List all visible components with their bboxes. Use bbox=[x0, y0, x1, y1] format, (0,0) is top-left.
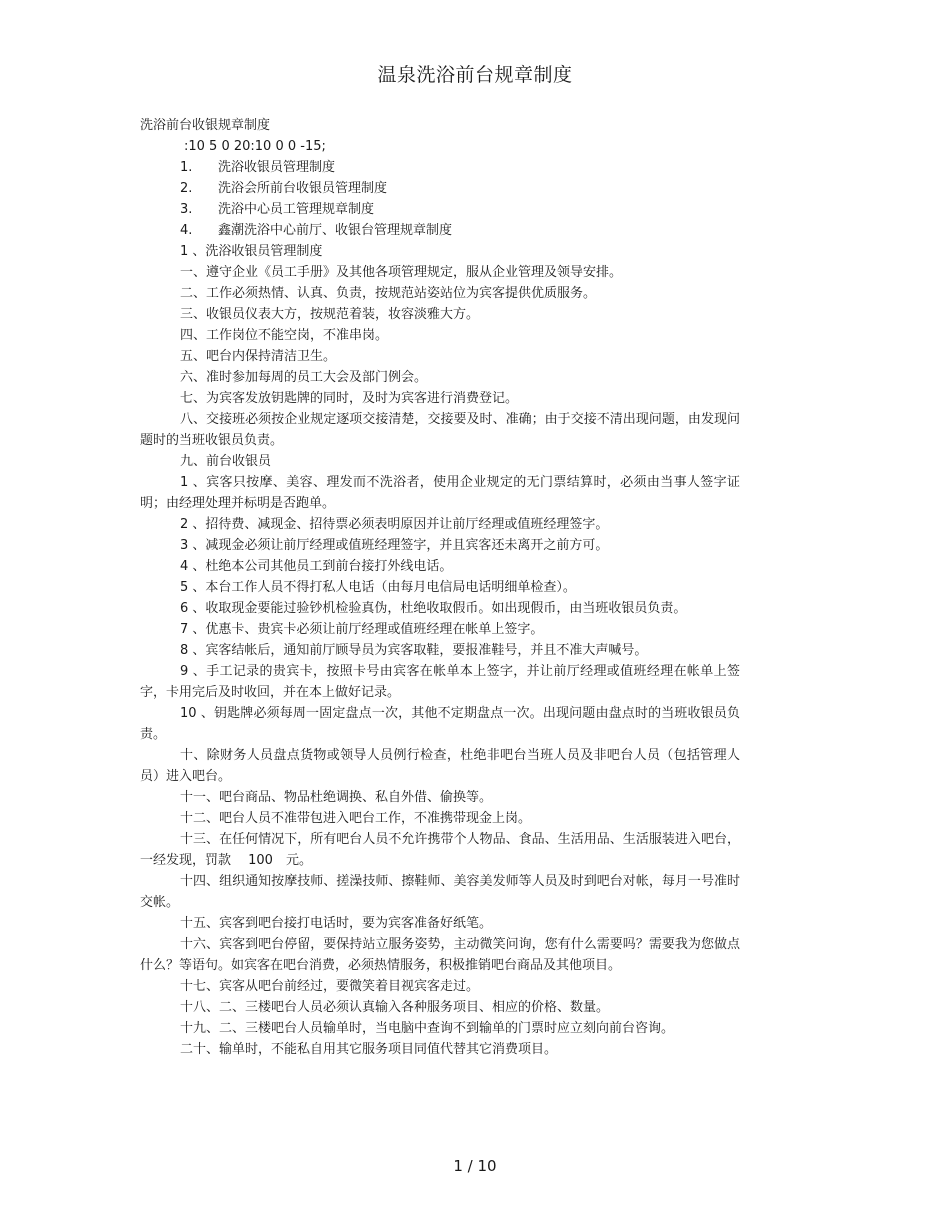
rule-paragraph: 四、工作岗位不能空岗，不准串岗。 bbox=[180, 328, 389, 343]
toc-item bbox=[140, 157, 740, 178]
rule-paragraph: 九、前台收银员 bbox=[180, 454, 272, 469]
rule-paragraph: 十一、吧台商品、物品杜绝调换、私自外借、偷换等。 bbox=[180, 790, 493, 805]
rule-paragraph: 4 、杜绝本公司其他员工到前台接打外线电话。 bbox=[180, 559, 453, 574]
rule-paragraph: 二、工作必须热情、认真、负责，按规范站姿站位为宾客提供优质服务。 bbox=[180, 286, 597, 301]
document-title: 温泉洗浴前台规章制度 bbox=[377, 64, 573, 86]
rule-paragraph: 二十、输单时，不能私自用其它服务项目同值代替其它消费项目。 bbox=[180, 1042, 558, 1057]
rule-paragraph: 十七、宾客从吧台前经过，要微笑着目视宾客走过。 bbox=[180, 979, 480, 994]
toc-text: 鑫潮洗浴中心前厅、收银台管理规章制度 bbox=[218, 223, 453, 238]
rules-list bbox=[140, 262, 740, 1060]
rule-paragraph: 9 、手工记录的贵宾卡，按照卡号由宾客在帐单本上签字，并让前厅经理或值班经理在帐单上签字，卡用完后及时收回，并在本上做好记录。 bbox=[140, 664, 740, 700]
document-body bbox=[140, 115, 740, 1060]
rule-paragraph: 六、准时参加每周的员工大会及部门例会。 bbox=[180, 370, 428, 385]
rule-paragraph: 十四、组织通知按摩技师、搓澡技师、擦鞋师、美容美发师等人员及时到吧台对帐，每月一号准时交帐。 bbox=[140, 874, 740, 910]
rule-paragraph: 十九、二、三楼吧台人员输单时，当电脑中查询不到输单的门票时应立刻向前台咨询。 bbox=[180, 1021, 675, 1036]
table-of-contents bbox=[140, 157, 740, 241]
toc-text: 洗浴中心员工管理规章制度 bbox=[218, 202, 375, 217]
rule-paragraph: 6 、收取现金要能过验钞机检验真伪，杜绝收取假币。如出现假币，由当班收银员负责。 bbox=[180, 601, 687, 616]
rule-paragraph: 三、收银员仪表大方，按规范着装，妆容淡雅大方。 bbox=[180, 307, 480, 322]
toc-item bbox=[140, 178, 740, 199]
toc-number: 1. bbox=[180, 160, 193, 175]
rule-paragraph: 2 、招待费、减现金、招待票必须表明原因并让前厅经理或值班经理签字。 bbox=[180, 517, 609, 532]
rule-paragraph: 十八、二、三楼吧台人员必须认真输入各种服务项目、相应的价格、数量。 bbox=[180, 1000, 610, 1015]
toc-text: 洗浴会所前台收银员管理制度 bbox=[218, 181, 388, 196]
rule-paragraph: 8 、宾客结帐后，通知前厅顾导员为宾客取鞋，要报准鞋号，并且不准大声喊号。 bbox=[180, 643, 648, 658]
document-subtitle: 洗浴前台收银规章制度 bbox=[140, 118, 271, 133]
rule-paragraph: 1 、宾客只按摩、美容、理发而不洗浴者，使用企业规定的无门票结算时，必须由当事人签字证明；由经理处理并标明是否跑单。 bbox=[140, 475, 740, 511]
rule-paragraph: 5 、本台工作人员不得打私人电话（由每月电信局电话明细单检查）。 bbox=[180, 580, 576, 595]
code-line: :10 5 0 20:10 0 0 -15; bbox=[184, 139, 326, 154]
toc-number: 2. bbox=[180, 181, 193, 196]
rule-paragraph: 一、遵守企业《员工手册》及其他各项管理规定，服从企业管理及领导安排。 bbox=[180, 265, 623, 280]
rule-paragraph: 7 、优惠卡、贵宾卡必须让前厅经理或值班经理在帐单上签字。 bbox=[180, 622, 544, 637]
toc-item bbox=[140, 199, 740, 220]
rule-paragraph: 十六、宾客到吧台停留，要保持站立服务姿势，主动微笑问询，您有什么需要吗？需要我为您做点什么？等语句。如宾客在吧台消费，必须热情服务，积极推销吧台商品及其他项目。 bbox=[140, 937, 740, 973]
rule-paragraph: 3 、减现金必须让前厅经理或值班经理签字，并且宾客还未离开之前方可。 bbox=[180, 538, 609, 553]
toc-text: 洗浴收银员管理制度 bbox=[218, 160, 336, 175]
rule-paragraph: 八、交接班必须按企业规定逐项交接清楚，交接要及时、准确；由于交接不清出现问题，由发现问题时的当班收银员负责。 bbox=[140, 412, 740, 448]
rule-paragraph: 十三、在任何情况下，所有吧台人员不允许携带个人物品、食品、生活用品、生活服装进入吧台，一经发现，罚款 100 元。 bbox=[140, 832, 740, 868]
rule-paragraph: 七、为宾客发放钥匙牌的同时，及时为宾客进行消费登记。 bbox=[180, 391, 519, 406]
rule-paragraph: 10 、钥匙牌必须每周一固定盘点一次，其他不定期盘点一次。出现问题由盘点时的当班收银员负责。 bbox=[140, 706, 740, 742]
section-heading: 1 、洗浴收银员管理制度 bbox=[180, 244, 323, 259]
page-number: 1 / 10 bbox=[453, 1157, 497, 1175]
rule-paragraph: 十、除财务人员盘点货物或领导人员例行检查，杜绝非吧台当班人员及非吧台人员（包括管理人员）进入吧台。 bbox=[140, 748, 740, 784]
rule-paragraph: 五、吧台内保持清洁卫生。 bbox=[180, 349, 337, 364]
rule-paragraph: 十五、宾客到吧台接打电话时，要为宾客准备好纸笔。 bbox=[180, 916, 493, 931]
toc-item bbox=[140, 220, 740, 241]
toc-number: 3. bbox=[180, 202, 193, 217]
toc-number: 4. bbox=[180, 223, 193, 238]
rule-paragraph: 十二、吧台人员不准带包进入吧台工作，不准携带现金上岗。 bbox=[180, 811, 532, 826]
